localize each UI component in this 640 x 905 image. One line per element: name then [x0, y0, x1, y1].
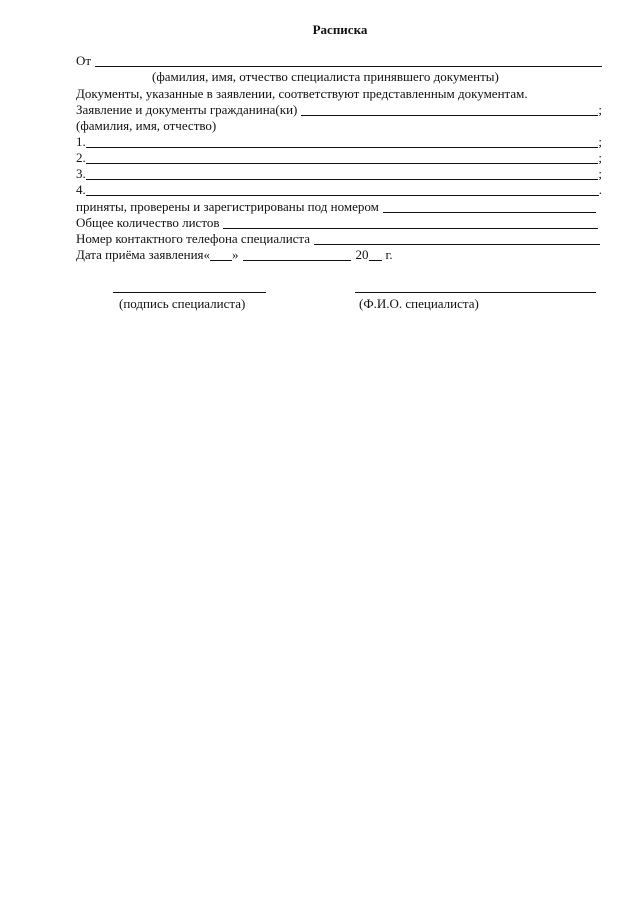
item-suffix: ; — [598, 134, 602, 149]
date-month-field[interactable] — [243, 248, 351, 261]
signature-caption: (подпись специалиста) — [119, 296, 246, 311]
item-suffix: ; — [598, 150, 602, 165]
item-number: 4. — [76, 182, 86, 197]
date-year-field[interactable] — [369, 248, 382, 261]
list-item — [76, 134, 602, 150]
date-close-quote: » — [232, 247, 239, 262]
list-item — [76, 182, 602, 198]
date-label: Дата приёма заявления« — [76, 247, 211, 262]
item-suffix: . — [598, 182, 602, 197]
phone-label: Номер контактного телефона специалиста — [76, 231, 311, 246]
registration-number-field[interactable] — [383, 200, 596, 213]
item-field[interactable] — [86, 167, 599, 180]
statement-text: Документы, указанные в заявлении, соответствуют представленным документам. — [76, 86, 528, 101]
date-line — [76, 247, 393, 263]
fio-caption: (Ф.И.О. специалиста) — [359, 296, 479, 311]
item-number: 3. — [76, 166, 86, 181]
list-item — [76, 166, 602, 182]
document-title: Расписка — [312, 22, 368, 37]
applicant-suffix: ; — [598, 102, 602, 117]
sheets-label: Общее количество листов — [76, 215, 220, 230]
item-field[interactable] — [86, 151, 599, 164]
item-field[interactable] — [86, 183, 599, 196]
phone-field[interactable] — [314, 232, 600, 245]
from-field[interactable] — [95, 54, 602, 67]
applicant-line — [76, 102, 602, 118]
sheets-line — [76, 215, 598, 231]
from-label: От — [76, 53, 92, 68]
item-number: 1. — [76, 134, 86, 149]
fio-field[interactable] — [355, 292, 596, 293]
signature-field[interactable] — [113, 292, 266, 293]
registered-label: приняты, проверены и зарегистрированы под номером — [76, 199, 379, 214]
date-year-suffix: г. — [385, 247, 393, 262]
date-day-field[interactable] — [210, 248, 232, 261]
list-item — [76, 150, 602, 166]
from-line — [76, 53, 602, 69]
item-number: 2. — [76, 150, 86, 165]
applicant-caption: (фамилия, имя, отчество) — [76, 118, 217, 133]
applicant-field[interactable] — [301, 103, 598, 116]
date-year-prefix: 20 — [355, 247, 369, 262]
item-suffix: ; — [598, 166, 602, 181]
from-caption: (фамилия, имя, отчество специалиста принявшего документы) — [152, 69, 499, 84]
item-field[interactable] — [86, 135, 599, 148]
sheets-count-field[interactable] — [223, 216, 598, 229]
phone-line — [76, 231, 600, 247]
registered-line — [76, 199, 596, 215]
applicant-label: Заявление и документы гражданина(ки) — [76, 102, 298, 117]
